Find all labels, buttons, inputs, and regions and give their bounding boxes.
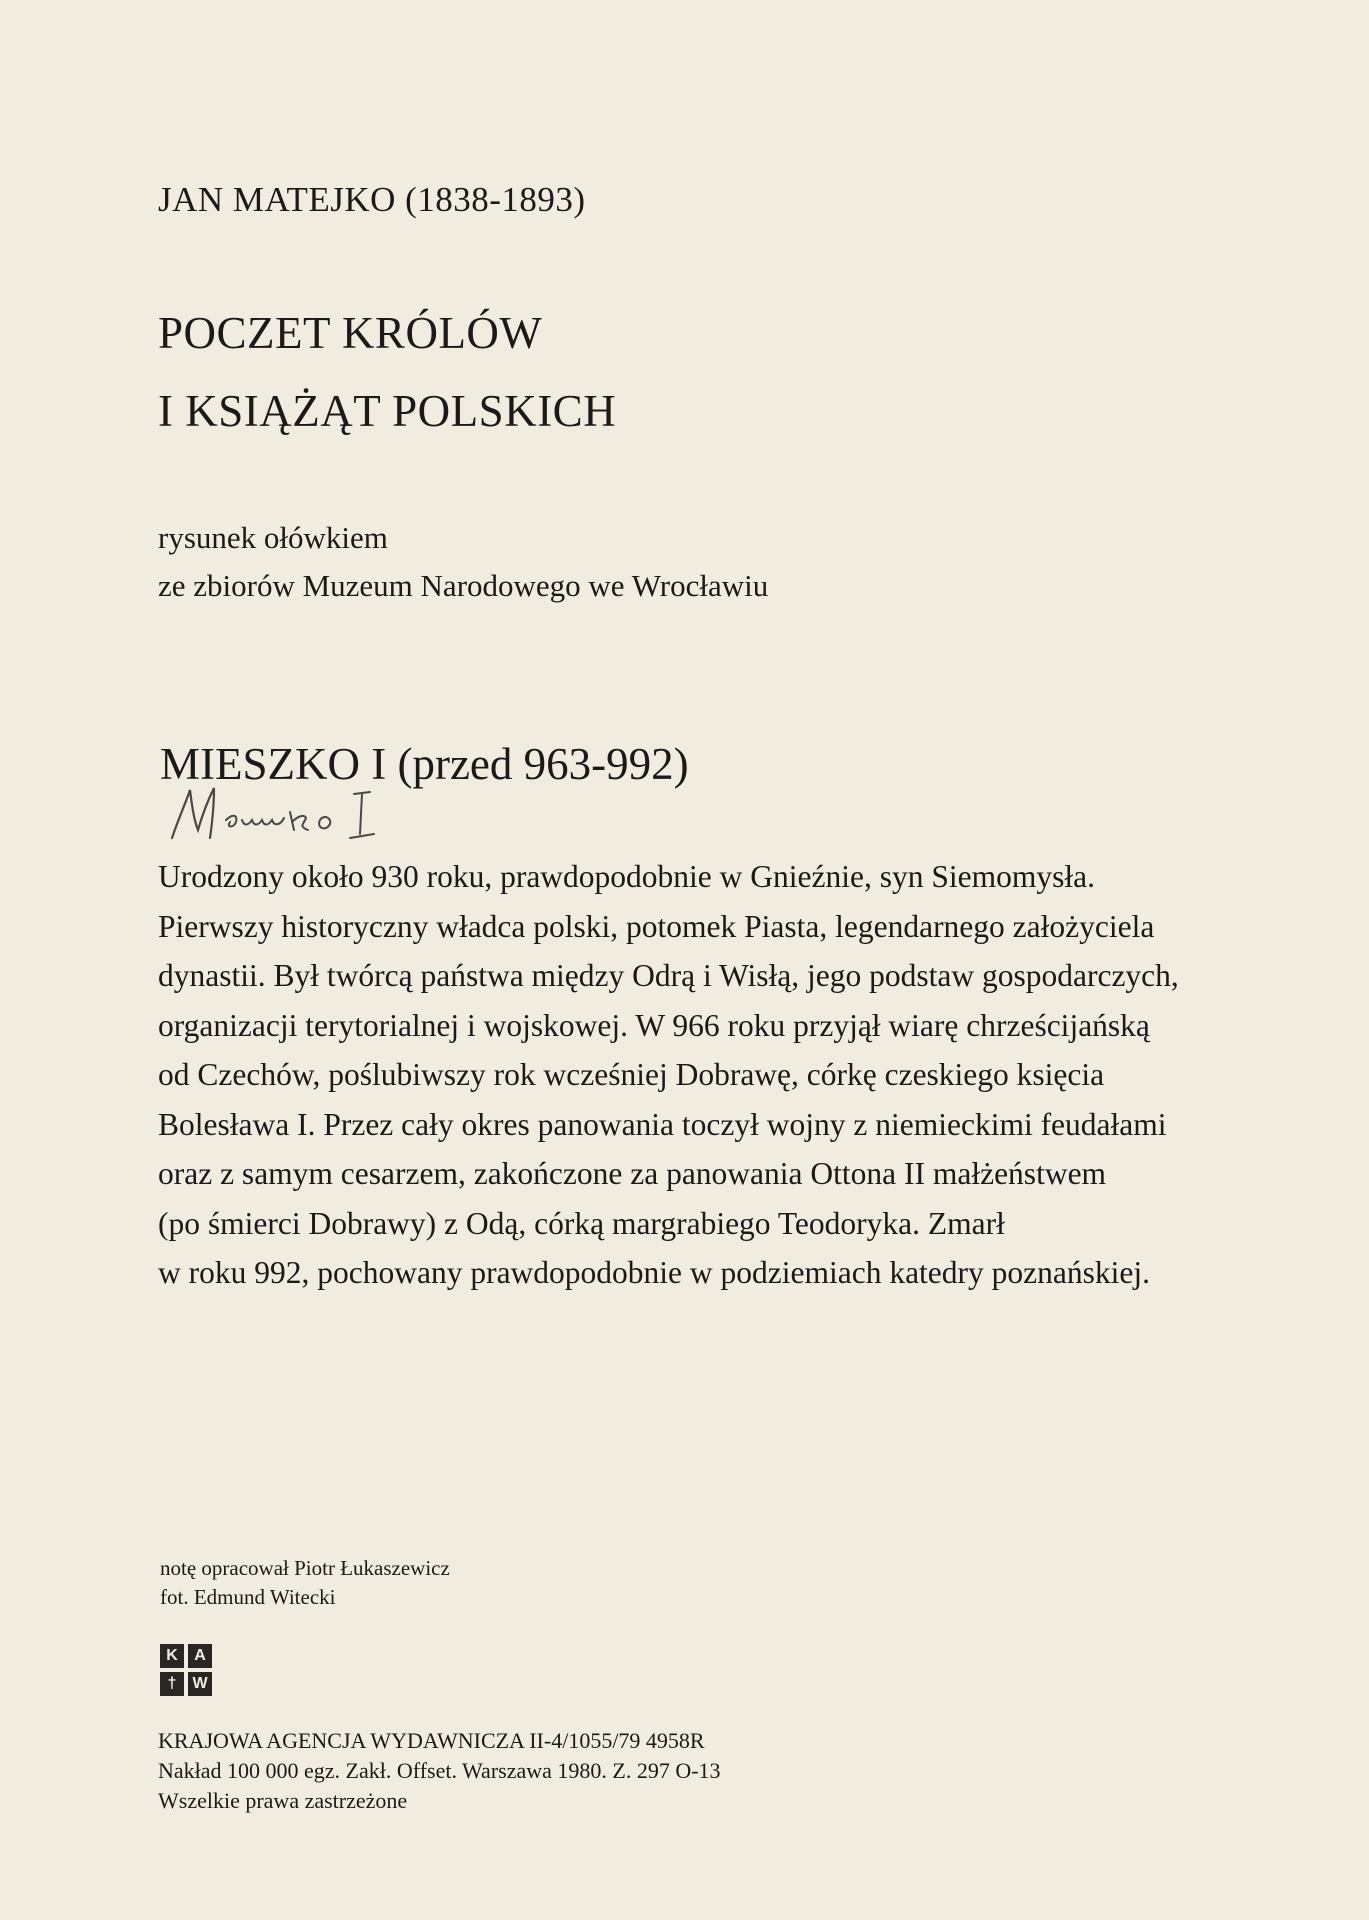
- logo-letter-k: K: [160, 1644, 184, 1668]
- note-author-credit: notę opracował Piotr Łukaszewicz: [160, 1556, 450, 1580]
- handwritten-signature: [164, 780, 464, 850]
- bio-line: organizacji terytorialnej i wojskowej. W 966 roku przyjął wiarę chrześcijańską: [158, 1007, 1150, 1043]
- subtitle-technique: rysunek ołówkiem: [158, 520, 388, 555]
- ruler-heading: MIESZKO I (przed 963-992): [160, 739, 689, 789]
- bio-line: dynastii. Był twórcą państwa między Odrą i Wisłą, jego podstaw gospodarczych,: [158, 958, 1179, 993]
- bio-line: (po śmierci Dobrawy) z Odą, córką margrabiego Teodoryka. Zmarł: [158, 1205, 1005, 1241]
- logo-letter-a: A: [188, 1644, 212, 1668]
- imprint-print-run: Nakład 100 000 egz. Zakł. Offset. Warszawa 1980. Z. 297 O-13: [158, 1758, 721, 1783]
- imprint-rights: Wszelkie prawa zastrzeżone: [158, 1788, 408, 1813]
- subtitle-collection: ze zbiorów Muzeum Narodowego we Wrocławiu: [158, 568, 769, 603]
- author-line: JAN MATEJKO (1838-1893): [158, 180, 586, 219]
- bio-line: od Czechów, poślubiwszy rok wcześniej Dobrawę, córkę czeskiego księcia: [158, 1057, 1105, 1092]
- bio-line: w roku 992, pochowany prawdopodobnie w podziemiach katedry poznańskiej.: [158, 1255, 1150, 1290]
- bio-line: Bolesława I. Przez cały okres panowania toczył wojny z niemieckimi feudałami: [158, 1106, 1167, 1142]
- bio-line: oraz z samym cesarzem, zakończone za panowania Ottona II małżeństwem: [158, 1156, 1107, 1191]
- imprint-publisher: KRAJOWA AGENCJA WYDAWNICZA II-4/1055/79 4958R: [158, 1728, 705, 1753]
- photo-credit: fot. Edmund Witecki: [160, 1585, 336, 1609]
- series-title-line-1: POCZET KRÓLÓW: [158, 308, 543, 358]
- bio-line: Pierwszy historyczny władca polski, potomek Piasta, legendarnego założyciela: [158, 908, 1155, 944]
- logo-letter-w: W: [188, 1672, 212, 1696]
- logo-cross-icon: †: [160, 1672, 184, 1696]
- series-title-line-2: I KSIĄŻĄT POLSKICH: [158, 386, 617, 436]
- biography-paragraph: [158, 852, 1278, 1298]
- publisher-logo: [160, 1644, 212, 1696]
- bio-line: Urodzony około 930 roku, prawdopodobnie w Gnieźnie, syn Siemomysła.: [158, 859, 1095, 894]
